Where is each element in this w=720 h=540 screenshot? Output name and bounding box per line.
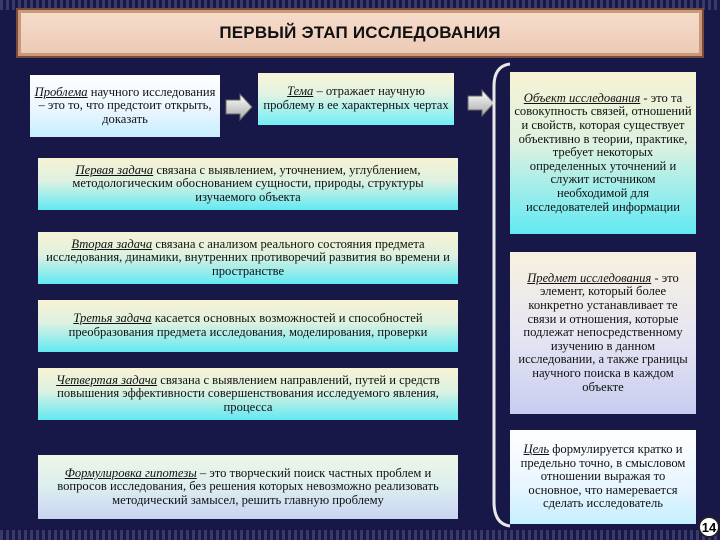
subject-box bbox=[510, 252, 696, 414]
object-text: - это та совокупность связей, отношений и свойств, которая существует объективно в теории, практике, требует некоторых определенных уточнений и служит источником необходимой для исследователей информации bbox=[514, 90, 692, 214]
title-box bbox=[18, 10, 702, 56]
object-box bbox=[510, 72, 696, 234]
task-2-term: Вторая задача bbox=[71, 236, 153, 251]
task-4-box bbox=[38, 368, 458, 420]
subject-content bbox=[514, 272, 692, 394]
task-2-text: связана с анализом реального состояния предмета исследования, динамики, внутренних противоречий развития во времени и пространстве bbox=[46, 236, 450, 278]
problem-term: Проблема bbox=[34, 84, 88, 99]
theme-text: – отражает научную проблему в ее характерных чертах bbox=[263, 84, 449, 112]
problem-text: научного исследования – это то, что предстоит открыть, доказать bbox=[38, 84, 216, 126]
task-1-box bbox=[38, 158, 458, 210]
task-1-term: Первая задача bbox=[75, 162, 154, 177]
object-content bbox=[514, 92, 692, 214]
goal-term: Цель bbox=[523, 442, 550, 457]
task-4-term: Четвертая задача bbox=[56, 372, 158, 387]
theme-term: Тема bbox=[287, 84, 314, 99]
arrow-right-icon bbox=[224, 92, 254, 122]
bottom-stripe bbox=[0, 530, 720, 540]
goal-text: формулируется кратко и предельно точно, в смысловом отношении выражая то основное, что намеревается сделать исследователь bbox=[520, 442, 686, 511]
task-4-text: связана с выявлением направлений, путей и средств повышения эффективности совершенствования исследуемого явления, процесса bbox=[57, 372, 440, 414]
theme-content bbox=[262, 85, 450, 112]
problem-content bbox=[34, 86, 216, 127]
problem-box bbox=[30, 75, 220, 137]
subject-text: - это элемент, который более конкретно устанавливает те связи и отношения, которые подлежат непосредственному изучению в данном исследовании, а также границы научного поиска в каждом объекте bbox=[518, 270, 688, 394]
hypothesis-term: Формулировка гипотезы bbox=[64, 465, 197, 480]
task-3-text: касается основных возможностей и способностей преобразования предмета исследования, моделирования, проверки bbox=[68, 311, 428, 339]
task-4-content bbox=[42, 374, 454, 415]
task-3-content bbox=[42, 312, 454, 339]
task-3-term: Третья задача bbox=[73, 311, 152, 326]
theme-box bbox=[258, 73, 454, 125]
top-stripe bbox=[0, 0, 720, 10]
goal-content bbox=[514, 443, 692, 511]
hypothesis-text: – это творческий поиск частных проблем и вопросов исследования, без решения которых невозможно реализовать методический замысел, решить главную проблему bbox=[57, 465, 439, 507]
subject-term: Предмет исследования bbox=[527, 270, 652, 285]
task-2-content bbox=[42, 238, 454, 279]
slide-title: ПЕРВЫЙ ЭТАП ИССЛЕДОВАНИЯ bbox=[219, 23, 501, 42]
goal-box bbox=[510, 430, 696, 524]
task-2-box bbox=[38, 232, 458, 284]
hypothesis-box bbox=[38, 455, 458, 519]
task-1-content bbox=[42, 164, 454, 205]
object-term: Объект исследования bbox=[523, 90, 641, 105]
task-3-box bbox=[38, 300, 458, 352]
task-1-text: связана с выявлением, уточнением, углублением, методологическим обоснованием сущности, природы, структуры изучаемого объекта bbox=[72, 162, 424, 204]
page-number: 14 bbox=[698, 516, 720, 538]
hypothesis-content bbox=[42, 467, 454, 508]
